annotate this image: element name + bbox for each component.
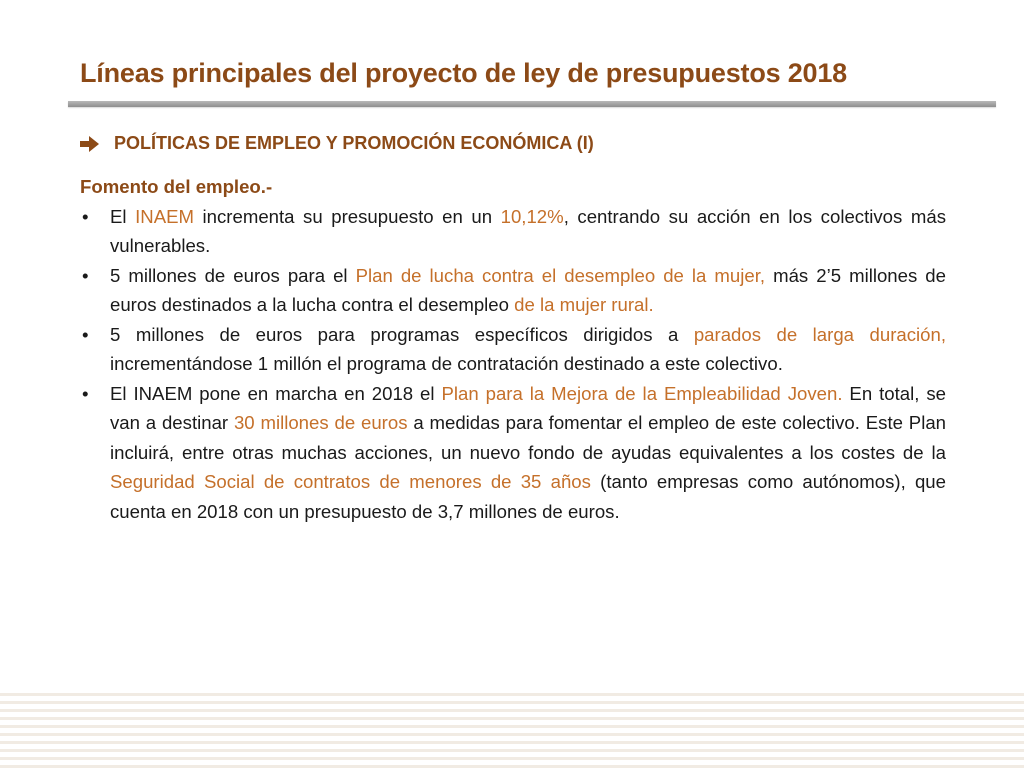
section-heading <box>80 133 960 154</box>
decorative-background-lines <box>0 688 1024 768</box>
bullet-list <box>80 202 946 527</box>
highlight-text: Seguridad Social de contratos de menores de 35 años <box>110 471 591 492</box>
bullet-text: incrementándose 1 millón el programa de contratación destinado a este colectivo. <box>110 353 783 374</box>
bullet-item <box>80 261 946 320</box>
slide-content <box>80 172 946 526</box>
bullet-dot-icon: • <box>82 205 89 227</box>
bullet-text: , centrando su acción en los colectivos más vulnerables. <box>110 205 946 256</box>
subheading: Fomento del empleo.- <box>80 176 273 197</box>
bullet-dot-icon: • <box>82 323 89 345</box>
bullet-text: a medidas para fomentar el empleo de este colectivo. Este Plan incluirá, entre otras muchas acciones, un nuevo fondo de ayudas equivalentes a los costes de la <box>110 412 947 463</box>
bullet-text: El INAEM pone en marcha en 2018 el <box>110 382 442 404</box>
bullet-text: El <box>110 205 136 227</box>
bullet-item <box>80 202 946 261</box>
bullet-text: 5 millones de euros para el <box>110 264 356 286</box>
highlight-text: Plan para la Mejora de la Empleabilidad Joven. <box>441 382 843 404</box>
highlight-text: Plan de lucha contra el desempleo de la mujer, <box>355 264 766 286</box>
highlight-text: 30 millones de euros <box>233 412 408 433</box>
highlight-text: de la mujer rural. <box>514 294 654 315</box>
bullet-text: (tanto empresas como autónomos), que cuenta en 2018 con un presupuesto de 3,7 millones de euros. <box>110 471 946 522</box>
bullet-text: En total, se van a destinar <box>110 382 946 433</box>
right-arrow-icon <box>80 136 100 152</box>
highlight-text: 10,12% <box>500 205 564 227</box>
slide-title: Líneas principales del proyecto de ley de presupuestos 2018 <box>80 58 847 88</box>
title-divider <box>68 101 996 107</box>
bullet-item <box>80 379 946 527</box>
bullet-dot-icon: • <box>82 264 89 286</box>
highlight-text: INAEM <box>135 205 194 227</box>
highlight-text: parados de larga duración, <box>693 323 947 345</box>
bullet-text: más 2’5 millones de euros destinados a la lucha contra el desempleo <box>110 264 946 315</box>
section-heading-text: POLÍTICAS DE EMPLEO Y PROMOCIÓN ECONÓMICA (I) <box>114 133 594 153</box>
bullet-text: 5 millones de euros para programas específicos dirigidos a <box>110 323 694 345</box>
bullet-item <box>80 320 946 379</box>
bullet-dot-icon: • <box>82 382 89 404</box>
bullet-text: incrementa su presupuesto en un <box>193 205 501 227</box>
